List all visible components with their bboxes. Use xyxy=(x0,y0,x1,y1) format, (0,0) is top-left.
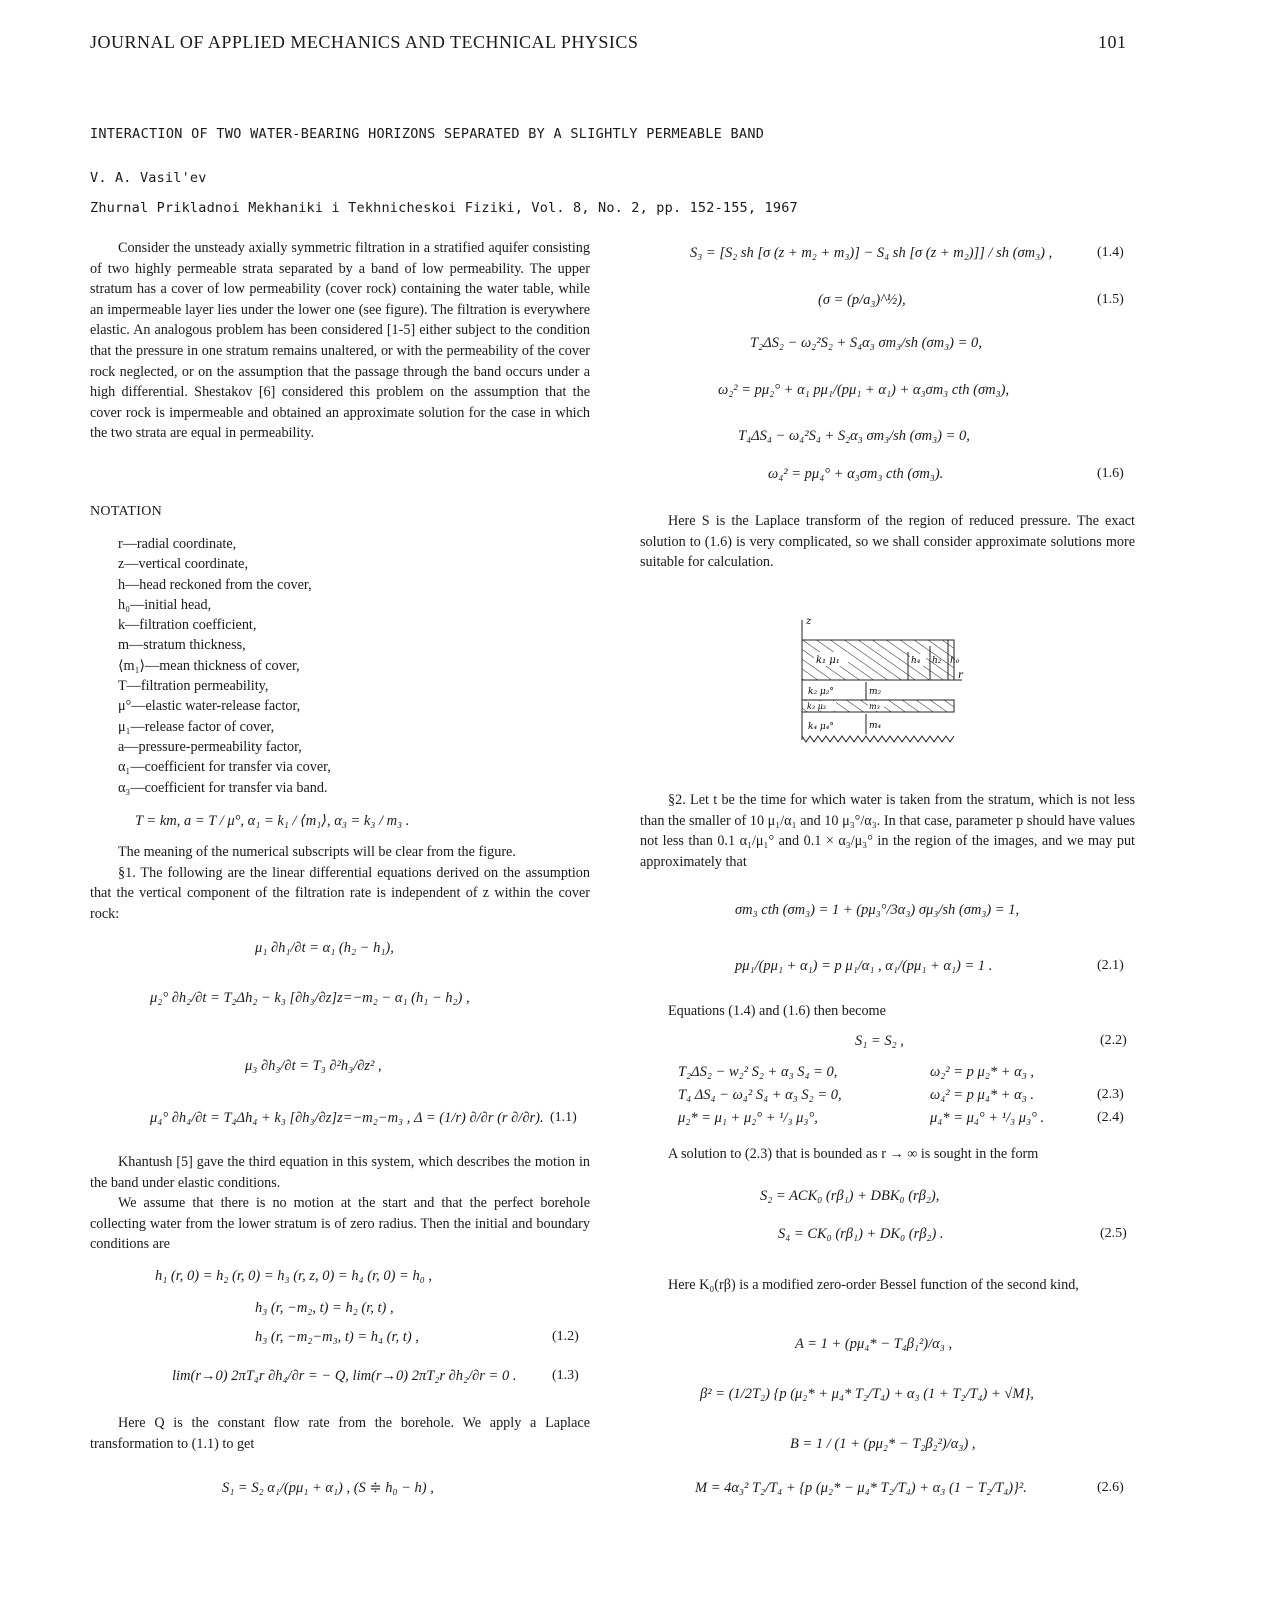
aquifer-figure xyxy=(790,612,970,752)
figure-label-k2: k₂ μ₂° xyxy=(808,687,834,697)
impermeable-base xyxy=(802,736,954,742)
article-title: INTERACTION OF TWO WATER-BEARING HORIZONS SEPARATED BY A SLIGHTLY PERMEABLE BAND xyxy=(90,126,765,142)
notation-heading: NOTATION xyxy=(90,504,163,519)
intro-paragraph: Consider the unsteady axially symmetric filtration in a stratified aquifer consisting of two highly permeable strata separated by a band of low permeability. The upper stratum has a cover of low permeability (cover rock) containing the water table, while an impermeable layer lies under the lower one (see figure). The filtration is everywhere elastic. An analogous problem has been considered [1-5] either subject to the condition that the pressure in one stratum remains unaltered, or with the permeability of the cover rock neglected, or on the assumption that the passage through the band occurs under a high differential. Shestakov [6] considered this problem on the assumption that the cover rock is impermeable and obtained an approximate solution for the case in which the two strata are equal in permeability. xyxy=(90,240,590,442)
equation-number-1-1: (1.1) xyxy=(550,1110,577,1125)
equation-2-5a: S₂ = ACK₀ (rβ₁) + DBK₀ (rβ₂), xyxy=(760,1188,940,1204)
figure-label-h4: h₄ xyxy=(911,656,921,666)
figure-label-k3: k₃ μ₃ xyxy=(807,702,827,711)
figure-label-r: r xyxy=(958,670,963,681)
figure-label-k4: k₄ μ₄° xyxy=(808,722,834,732)
equation-2-1b: pμ₁/(pμ₁ + α₁) = p μ₁/α₁ , α₁/(pμ₁ + α₁) = 1 . xyxy=(735,958,993,974)
notation-item: α₃—coefficient for transfer via band. xyxy=(118,779,328,796)
figure-label-m3: m₃ xyxy=(869,702,880,711)
figure-label-z: z xyxy=(806,616,812,627)
figure-label-h0: h₀ xyxy=(950,656,960,666)
notation-item: m—stratum thickness, xyxy=(118,637,246,654)
equation-1-3: lim(r→0) 2πT₄r ∂h₄/∂r = − Q, lim(r→0) 2πT₂r ∂h₂/∂r = 0 . xyxy=(172,1368,517,1384)
equation-2-3a: T₂ΔS₂ − w₂² S₂ + α₃ S₄ = 0, xyxy=(678,1064,838,1080)
bounded-solution-text: A solution to (2.3) that is bounded as r → ∞ is sought in the form xyxy=(668,1146,1039,1162)
equation-2-6a: A = 1 + (pμ₄* − T₄β₁²)/α₃ , xyxy=(795,1336,953,1352)
equation-1-5: (σ = (p/a₃)^½), xyxy=(818,292,906,308)
section1-paragraph: §1. The following are the linear differential equations derived on the assumption that the vertical component of the filtration rate is independent of z within the cover rock: xyxy=(90,864,590,922)
laplace-transform-paragraph: Here Q is the constant flow rate from the borehole. We apply a Laplace transformation to (1.1) to get xyxy=(90,1415,590,1452)
subscripts-note: The meaning of the numerical subscripts will be clear from the figure. xyxy=(118,844,516,860)
notation-item: μ°—elastic water-release factor, xyxy=(118,698,301,715)
equation-number-2-3: (2.3) xyxy=(1097,1087,1124,1102)
equation-1-6b: ω₂² = pμ₂° + α₁ pμ₁/(pμ₁ + α₁) + α₃σm₃ cth (σm₃), xyxy=(718,382,1010,398)
equation-2-6b: β² = (1/2T₂) {p (μ₂* + μ₄* T₂/T₄) + α₃ (1 + T₂/T₄) + √M}, xyxy=(700,1386,1034,1402)
equation-s1: S₁ = S₂ α₁/(pμ₁ + α₁) , (S ≑ h₀ − h) , xyxy=(222,1480,434,1496)
equation-1-2a: h₁ (r, 0) = h₂ (r, 0) = h₃ (r, z, 0) = h₄ (r, 0) = h₀ , xyxy=(155,1268,433,1284)
notation-item: ⟨m₁⟩—mean thickness of cover, xyxy=(118,657,300,674)
figure-label-m4: m₄ xyxy=(869,721,882,731)
definitions-equation: T = km, a = T / μ°, α₁ = k₁ / ⟨m₁⟩, α₃ = k₃ / m₃ . xyxy=(135,813,410,829)
notation-item: k—filtration coefficient, xyxy=(118,617,257,634)
equation-2-3b: ω₂² = p μ₂* + α₃ , xyxy=(930,1064,1035,1080)
equation-2-5b: S₄ = CK₀ (rβ₁) + DK₀ (rβ₂) . xyxy=(778,1226,944,1242)
notation-item: a—pressure-permeability factor, xyxy=(118,738,302,755)
equation-1-4: S₃ = [S₂ sh [σ (z + m₂ + m₃)] − S₄ sh [σ (z + m₂)]] / sh (σm₃) , xyxy=(690,245,1053,261)
author: V. A. Vasil'ev xyxy=(90,170,207,186)
equation-1-1a: μ₁ ∂h₁/∂t = α₁ (h₂ − h₁), xyxy=(255,940,394,956)
bessel-paragraph: Here K₀(rβ) is a modified zero-order Bessel function of the second kind, xyxy=(668,1277,1079,1293)
notation-item: r—radial coordinate, xyxy=(118,536,237,552)
notation-item: z—vertical coordinate, xyxy=(118,556,248,573)
equation-2-3d: ω₄² = p μ₄* + α₃ . xyxy=(930,1087,1035,1103)
equation-1-6d: ω₄² = pμ₄° + α₃σm₃ cth (σm₃). xyxy=(768,466,944,482)
equation-2-6c: B = 1 / (1 + (pμ₂* − T₂β₂²)/α₃) , xyxy=(790,1436,976,1452)
equation-1-1d: μ₄° ∂h₄/∂t = T₄Δh₄ + k₃ [∂h₃/∂z]z=−m₂−m₃ , Δ = (1/r) ∂/∂r (r ∂/∂r). xyxy=(150,1110,544,1126)
citation: Zhurnal Prikladnoi Mekhaniki i Tekhnicheskoi Fiziki, Vol. 8, No. 2, pp. 152-155, 1967 xyxy=(90,200,798,216)
khantush-paragraph: Khantush [5] gave the third equation in this system, which describes the motion in the band under elastic conditions. xyxy=(90,1154,590,1191)
equation-number-1-2: (1.2) xyxy=(552,1329,579,1344)
equation-2-1a: σm₃ cth (σm₃) = 1 + (pμ₃°/3α₃) σμ₃/sh (σm₃) = 1, xyxy=(735,902,1020,918)
notation-list xyxy=(118,534,331,798)
equation-number-2-4: (2.4) xyxy=(1097,1110,1124,1125)
notation-item: μ₁—release factor of cover, xyxy=(118,718,275,735)
section2-paragraph: §2. Let t be the time for which water is taken from the stratum, which is not less than the smaller of 10 μ₁/α₁ and 10 μ₃°/α₃. In that case, parameter p should have values not less than 0.1 α₁/μ₁° and 0.1 × α₃/μ₃° in the region of the images, and we may put approximately that xyxy=(640,792,1135,870)
equation-number-1-5: (1.5) xyxy=(1097,292,1124,307)
equation-1-2b: h₃ (r, −m₂, t) = h₂ (r, t) , xyxy=(255,1300,394,1316)
laplace-explanation: Here S is the Laplace transform of the region of reduced pressure. The exact solution to (1.6) is very complicated, so we shall consider approximate solutions more suitable for calculation. xyxy=(640,513,1135,571)
equation-2-4b: μ₄* = μ₄° + ¹/₃ μ₃° . xyxy=(930,1110,1045,1126)
page-number: 101 xyxy=(1098,32,1127,52)
equation-1-6a: T₂ΔS₂ − ω₂²S₂ + S₄α₃ σm₃/sh (σm₃) = 0, xyxy=(750,335,982,351)
notation-item: T—filtration permeability, xyxy=(118,678,269,695)
figure-label-m2: m₂ xyxy=(869,687,882,697)
equation-2-6d: M = 4α₃² T₂/T₄ + {p (μ₂* − μ₄* T₂/T₄) + α₃ (1 − T₂/T₄)}². xyxy=(695,1480,1027,1496)
equation-number-1-6: (1.6) xyxy=(1097,466,1124,481)
equation-number-2-1: (2.1) xyxy=(1097,958,1124,973)
equation-number-2-5: (2.5) xyxy=(1100,1226,1127,1241)
equation-number-1-4: (1.4) xyxy=(1097,245,1124,260)
equation-2-4a: μ₂* = μ₁ + μ₂° + ¹/₃ μ₃°, xyxy=(678,1110,818,1126)
figure-label-k1: k₁ μ₁ xyxy=(816,655,840,666)
equation-2-3c: T₄ ΔS₄ − ω₄² S₄ + α₃ S₂ = 0, xyxy=(678,1087,842,1103)
equation-1-2c: h₃ (r, −m₂−m₃, t) = h₄ (r, t) , xyxy=(255,1329,419,1345)
equation-number-2-2: (2.2) xyxy=(1100,1033,1127,1048)
equation-2-2: S₁ = S₂ , xyxy=(855,1033,904,1049)
notation-item: h₀—initial head, xyxy=(118,596,212,613)
figure-label-h2: h₂ xyxy=(932,656,942,666)
notation-item: α₁—coefficient for transfer via cover, xyxy=(118,759,331,776)
equations-become-text: Equations (1.4) and (1.6) then become xyxy=(668,1003,886,1019)
equation-1-1b: μ₂° ∂h₂/∂t = T₂Δh₂ − k₃ [∂h₃/∂z]z=−m₂ − α₁ (h₁ − h₂) , xyxy=(150,990,470,1006)
notation-item: h—head reckoned from the cover, xyxy=(118,576,312,593)
equation-1-1c: μ₃ ∂h₃/∂t = T₃ ∂²h₃/∂z² , xyxy=(245,1058,382,1074)
equation-1-6c: T₄ΔS₄ − ω₄²S₄ + S₂α₃ σm₃/sh (σm₃) = 0, xyxy=(738,428,970,444)
equation-number-1-3: (1.3) xyxy=(552,1368,579,1383)
equation-number-2-6: (2.6) xyxy=(1097,1480,1124,1495)
journal-header: JOURNAL OF APPLIED MECHANICS AND TECHNICAL PHYSICS xyxy=(90,32,639,52)
assumption-paragraph: We assume that there is no motion at the start and that the perfect borehole collecting water from the lower stratum is of zero radius. Then the initial and boundary conditions are xyxy=(90,1195,590,1253)
